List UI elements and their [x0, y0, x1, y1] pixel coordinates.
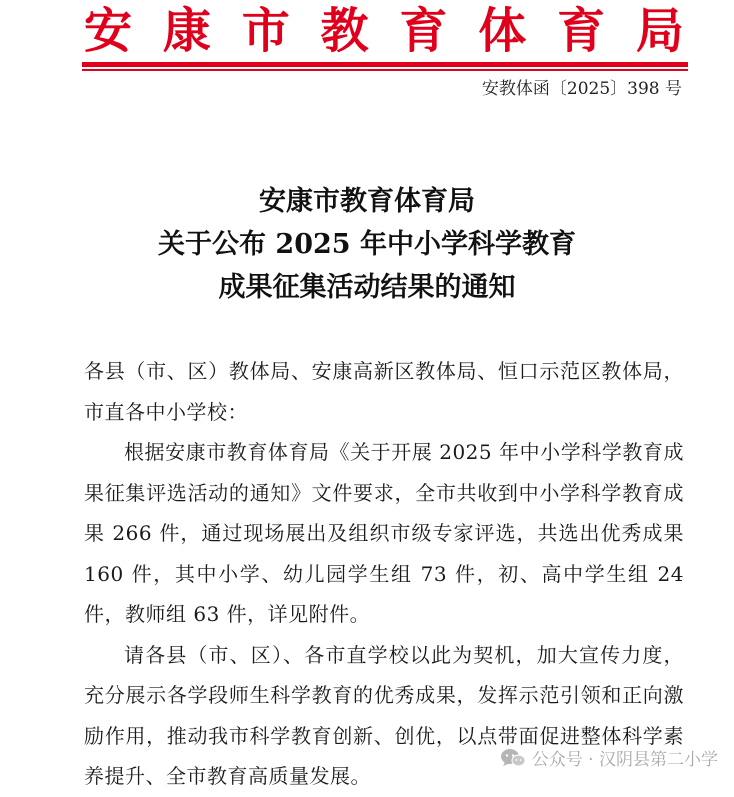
body-paragraph-1: 根据安康市教育体育局《关于开展 2025 年中小学科学教育成果征集评选活动的通知》文件要求，全市共收到中小学科学教育成果 266 件，通过现场展出及组织市级专家评选，共选出优秀成果 160 件，其中小学、幼儿园学生组 73 件，初、高中学生组 24 件，教师组 63 件，详见附件。 [84, 440, 684, 626]
wechat-watermark [500, 745, 718, 770]
header-char: 教 [320, 3, 369, 59]
header-char: 康 [162, 3, 211, 59]
body-paragraph-2: 请各县（市、区）、各市直学校以此为契机，加大宣传力度，充分展示各学段师生科学教育的优秀成果，发挥示范引领和正向激励作用，推动我市科学教育创新、创优，以点带面促进整体科学素养提升、全市教育高质量发展。 [84, 642, 684, 788]
document-header-org-name [84, 2, 684, 60]
title-line-3: 成果征集活动结果的通知 [218, 272, 516, 303]
document-title [60, 180, 674, 309]
header-char: 体 [478, 3, 527, 59]
header-red-rule [82, 62, 688, 67]
header-char: 安 [84, 3, 133, 59]
document-number: 安教体函〔2025〕398 号 [481, 79, 682, 99]
header-char: 市 [241, 3, 290, 59]
watermark-text: 公众号 · 汉阴县第二小学 [531, 750, 718, 770]
header-char: 局 [635, 3, 684, 59]
title-line-1: 安康市教育体育局 [259, 186, 475, 217]
title-line-2: 关于公布 2025 年中小学科学教育 [158, 229, 576, 260]
header-char: 育 [557, 3, 606, 59]
document-body [84, 351, 684, 797]
wechat-icon [500, 748, 526, 768]
salutation: 各县（市、区）教体局、安康高新区教体局、恒口示范区教体局，市直各中小学校： [84, 359, 684, 424]
header-char: 育 [399, 3, 448, 59]
header-red-rule-thin [82, 69, 688, 71]
